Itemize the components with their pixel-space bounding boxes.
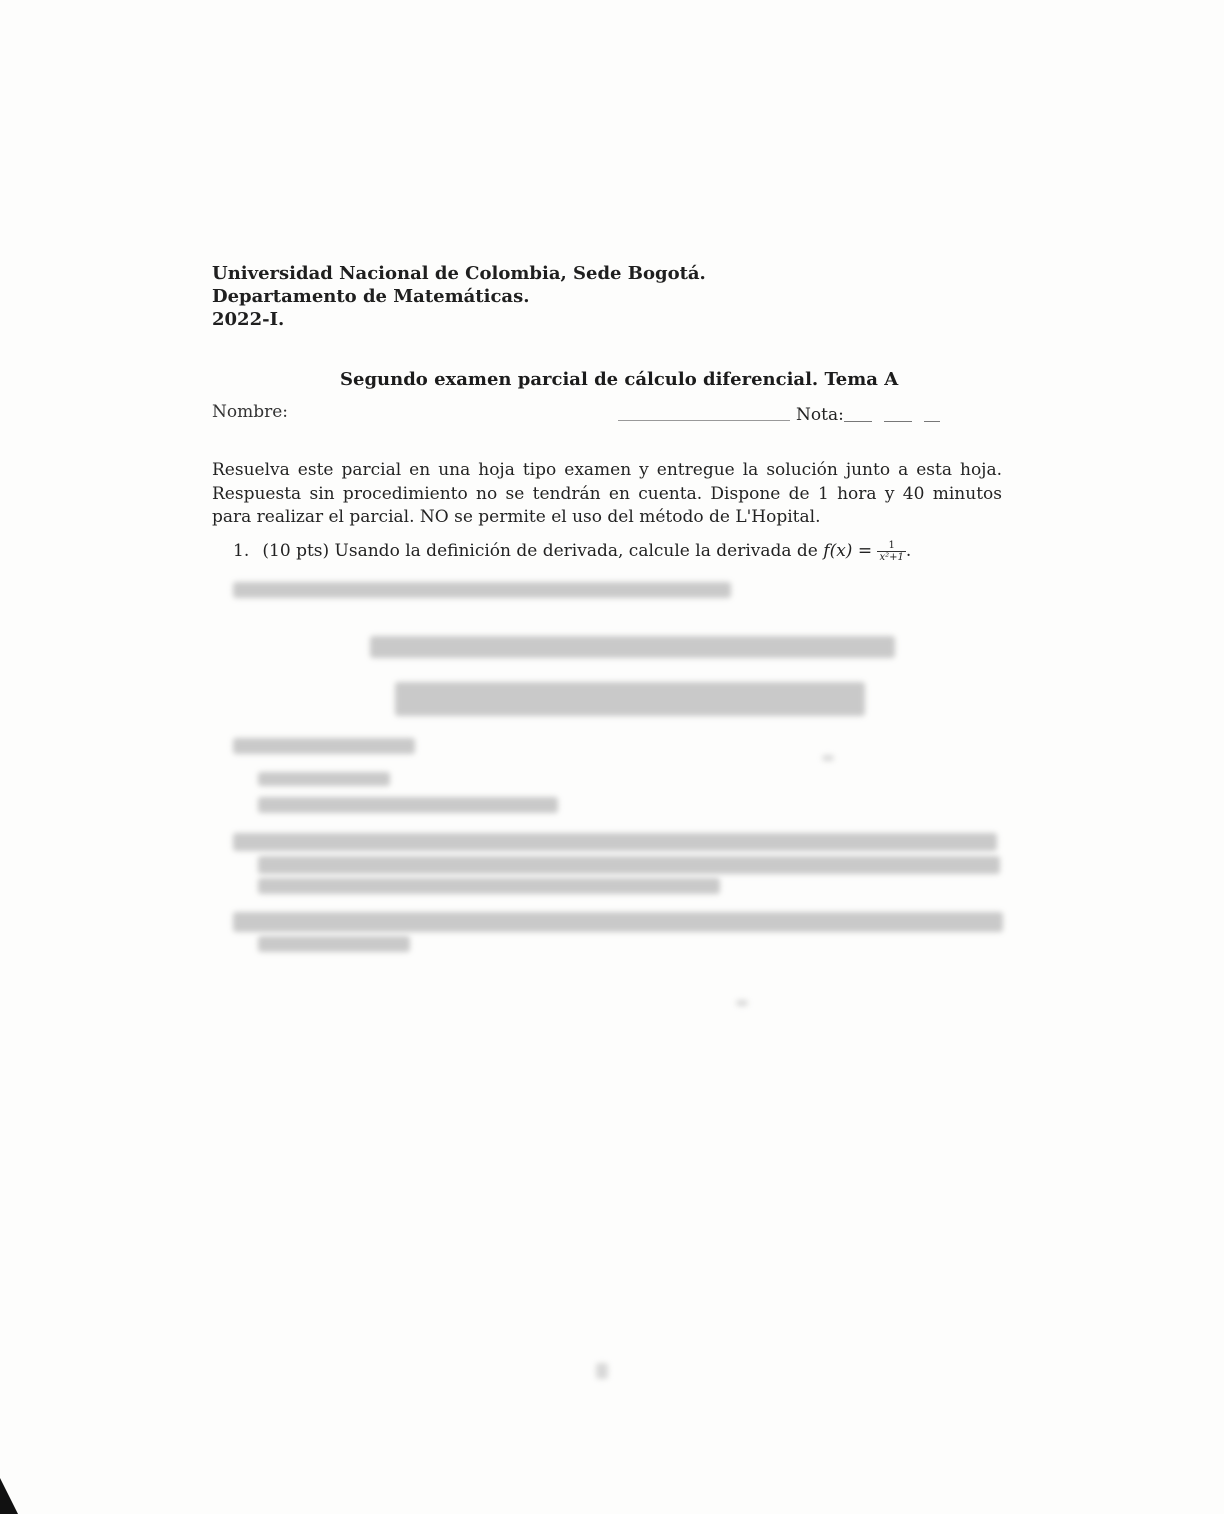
blurred-question-5-line-1 (233, 912, 1003, 932)
blurred-question-3b (258, 797, 558, 813)
name-label: Nombre: (212, 402, 289, 422)
blurred-formula-row-2 (395, 682, 865, 716)
blurred-question-3 (233, 738, 415, 754)
blurred-question-3a (258, 772, 390, 786)
grade-blank-2 (884, 421, 912, 422)
question-1-fraction (877, 540, 905, 563)
question-1 (233, 540, 911, 563)
question-1-text: (10 pts) Usando la definición de derivada, calcule la derivada de (262, 541, 818, 561)
grade-label: Nota: (796, 405, 844, 425)
blurred-question-4-line-1 (233, 833, 997, 851)
instructions (212, 459, 1002, 530)
exam-title: Segundo examen parcial de cálculo diferencial. Tema A (340, 369, 899, 390)
fraction-denominator: x²+1 (879, 552, 904, 563)
blurred-speck-2 (736, 1000, 748, 1006)
question-1-function: f(x) = (823, 541, 873, 561)
grade-blank-1 (844, 421, 872, 422)
blurred-question-4-line-3 (258, 878, 720, 894)
blurred-question-4-line-2 (258, 856, 1000, 874)
university-name: Universidad Nacional de Colombia, Sede Bogotá. (212, 263, 706, 284)
fraction-numerator: 1 (877, 540, 905, 552)
blurred-speck-1 (822, 755, 834, 761)
blurred-question-2 (233, 582, 731, 598)
question-1-end: . (905, 541, 912, 561)
department-name: Departamento de Matemáticas. (212, 286, 530, 307)
blurred-page-number (596, 1363, 608, 1379)
grade-blank-3 (924, 421, 940, 422)
question-1-number: 1. (233, 541, 250, 561)
semester: 2022-I. (212, 309, 285, 330)
blurred-question-5-line-2 (258, 936, 410, 952)
instructions-text: Resuelva este parcial en una hoja tipo examen y entregue la solución junto a esta hoja. Respuesta sin procedimiento no se tendrán en cuenta. Dispone de 1 hora y 40 minutos para realizar el parcial. NO se permite el uso del método de L'Hopital. (212, 460, 1002, 527)
blurred-formula-row-1 (370, 636, 895, 658)
name-blank-line (618, 420, 790, 421)
name-grade-row (212, 402, 952, 426)
institution-header (212, 262, 706, 331)
scan-corner-mark (0, 1478, 18, 1514)
